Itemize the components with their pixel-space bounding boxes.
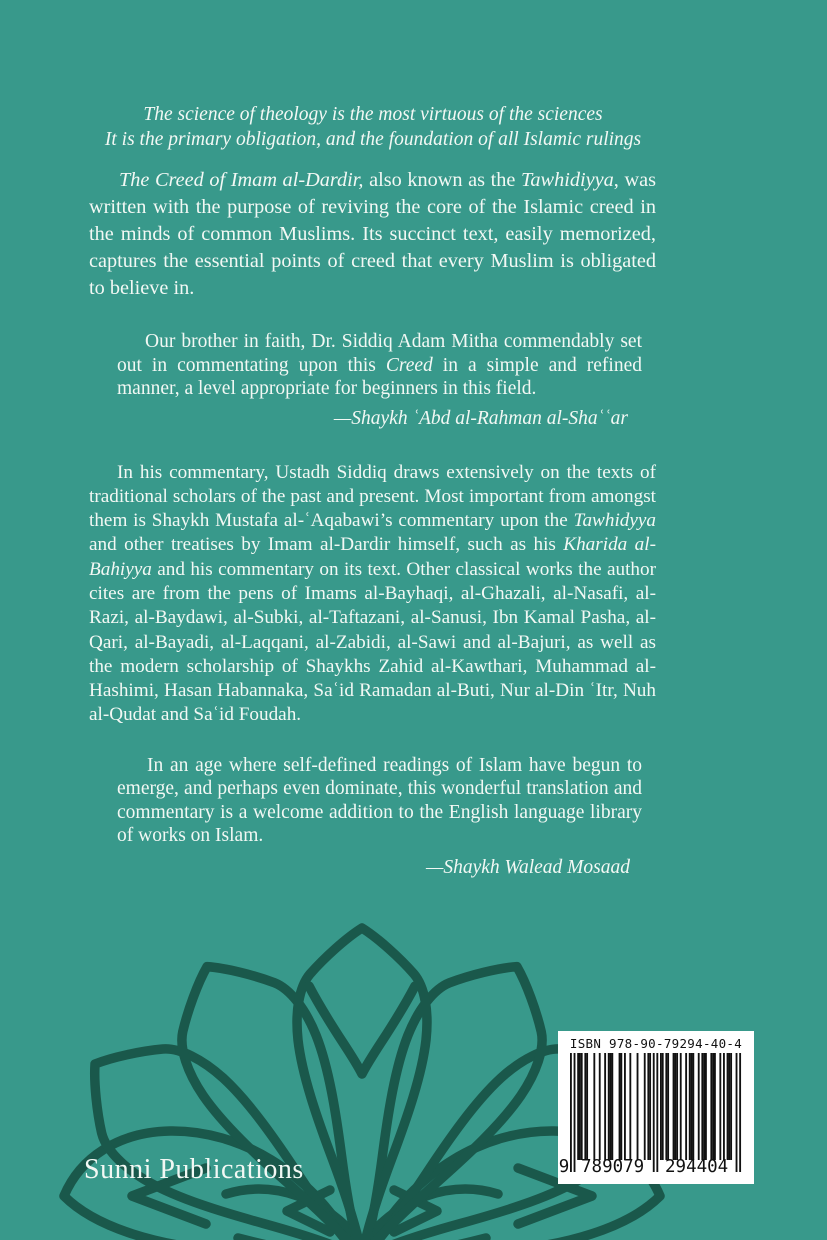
text-segment: Tawhidyya xyxy=(573,510,656,532)
publisher-name: Sunni Publications xyxy=(84,1154,304,1185)
text-segment: Creed xyxy=(385,354,433,376)
ean-digit-group-2: 294404 xyxy=(665,1157,729,1177)
endorsement-quote-2 xyxy=(117,754,642,848)
text-segment: in a simple and refined manner, a level appropriate for beginners in this field. xyxy=(117,354,642,399)
intro-paragraph xyxy=(89,167,656,302)
endorsement-attribution-2: —Shaykh Walead Mosaad xyxy=(425,856,630,878)
text-segment: Our brother in faith, Dr. Siddiq Adam Mitha commendably set out in commentating upon this xyxy=(117,331,642,376)
ean-digit-group-1: 789079 xyxy=(581,1157,645,1177)
text-segment: and his commentary on its text. Other classical works the author cites are from the pens of Imams al-Bayhaqi, al-Ghazali, al-Nasafi, al-Razi, al-Baydawi, al-Subki, al-Taftazani, al-Sanusi, Ibn Kamal Pasha, al-Qari, al-Bayadi, al-Laqqani, al-Zabidi, al-Sawi and al-Bajuri, as well as the modern scholarship of Shaykhs Zahid al-Kawthari, Muhammad al-Hashimi, Hasan Habannaka, Saʿid Ramadan al-Buti, Nur al-Din ʿItr, Nuh al-Qudat and Saʿid Foudah. xyxy=(89,558,656,726)
text-segment: , was written with the purpose of reviving the core of the Islamic creed in the minds of common Muslims. Its succinct text, easily memorized, captures the essential points of creed that every Muslim is obligated to believe in. xyxy=(89,169,656,299)
barcode xyxy=(558,1031,754,1184)
text-segment: and other treatises by Imam al-Dardir himself, such as his xyxy=(89,534,564,556)
text-segment: Tawhidiyya xyxy=(521,169,614,191)
text-segment: In his commentary, Ustadh Siddiq draws extensively on the texts of traditional scholars of the past and present. Most important from amongst them is Shaykh Mustafa al-ʿAqabawi’s commentary upon the xyxy=(89,461,656,532)
epigraph-line-1: The science of theology is the most virtuous of the sciences xyxy=(143,104,603,125)
barcode-bars xyxy=(558,1053,754,1173)
epigraph-line-2: It is the primary obligation, and the foundation of all Islamic rulings xyxy=(104,128,642,150)
back-cover-text xyxy=(89,167,656,880)
body-paragraph xyxy=(89,461,656,728)
text-segment: The Creed of Imam al-Dardir, xyxy=(119,169,364,191)
text-segment: also known as the xyxy=(363,169,521,191)
isbn-label: ISBN 978-90-79294-40-4 xyxy=(569,1036,743,1051)
endorsement-quote-1 xyxy=(117,330,642,401)
ean-digit-lead: 9 xyxy=(558,1157,570,1177)
endorsement-attribution-1: —Shaykh ʿAbd al-Rahman al-Shaʿʿar xyxy=(333,407,628,429)
text-segment: Kharida al-Bahiyya xyxy=(89,534,656,580)
text-segment: In an age where self-defined readings of Islam have begun to emerge, and perhaps even dominate, this wonderful translation and commentary is a welcome addition to the English language library of works on Islam. xyxy=(117,754,642,847)
epigraph xyxy=(49,103,697,152)
